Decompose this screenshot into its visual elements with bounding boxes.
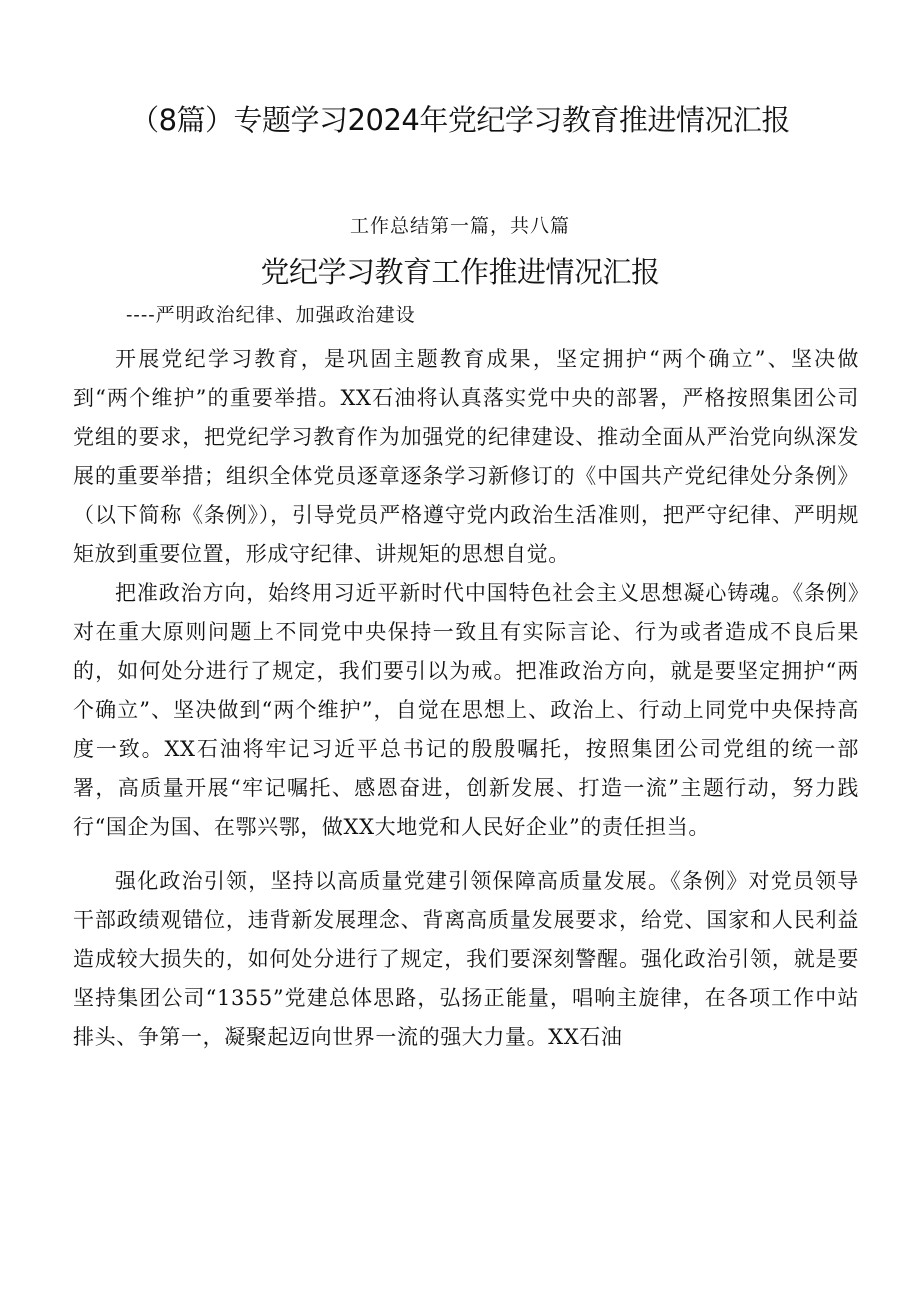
paragraph: 强化政治引领，坚持以高质量党建引领保障高质量发展。《条例》对党员领导干部政绩观错位，违背新发展理念、背离高质量发展要求，给党、国家和人民利益造成较大损失的，如何处分进行了规定，我们要深刻警醒。强化政治引领，就是要坚持集团公司“1355”党建总体思路，弘扬正能量，唱响主旋律，在各项工作中站排头、争第一，凝聚起迈向世界一流的强大力量。XX石油 — [73, 869, 859, 1049]
article-subtitle: ----严明政治纪律、加强政治建设 — [126, 304, 416, 326]
article-body — [73, 340, 859, 1057]
article-title: 党纪学习教育工作推进情况汇报 — [260, 255, 660, 289]
section-tag: 工作总结第一篇，共八篇 — [349, 215, 570, 237]
paragraph: 把准政治方向，始终用习近平新时代中国特色社会主义思想凝心铸魂。《条例》对在重大原则问题上不同党中央保持一致且有实际言论、行为或者造成不良后果的，如何处分进行了规定，我们要引以为戒。把准政治方向，就是要坚定拥护“两个确立”、坚决做到“两个维护”，自觉在思想上、政治上、行动上同党中央保持高度一致。XX石油将牢记习近平总书记的殷殷嘱托，按照集团公司党组的统一部署，高质量开展“牢记嘱托、感恩奋进，创新发展、打造一流”主题行动，努力践行“国企为国、在鄂兴鄂，做XX大地党和人民好企业”的责任担当。 — [73, 581, 859, 839]
paragraph: 开展党纪学习教育，是巩固主题教育成果，坚定拥护“两个确立”、坚决做到“两个维护”的重要举措。XX石油将认真落实党中央的部署，严格按照集团公司党组的要求，把党纪学习教育作为加强党的纪律建设、推动全面从严治党向纵深发展的重要举措；组织全体党员逐章逐条学习新修订的《中国共产党纪律处分条例》（以下简称《条例》），引导党员严格遵守党内政治生活准则，把严守纪律、严明规矩放到重要位置，形成守纪律、讲规矩的思想自觉。 — [73, 347, 859, 566]
document-title: （8篇）专题学习2024年党纪学习教育推进情况汇报 — [130, 103, 790, 137]
